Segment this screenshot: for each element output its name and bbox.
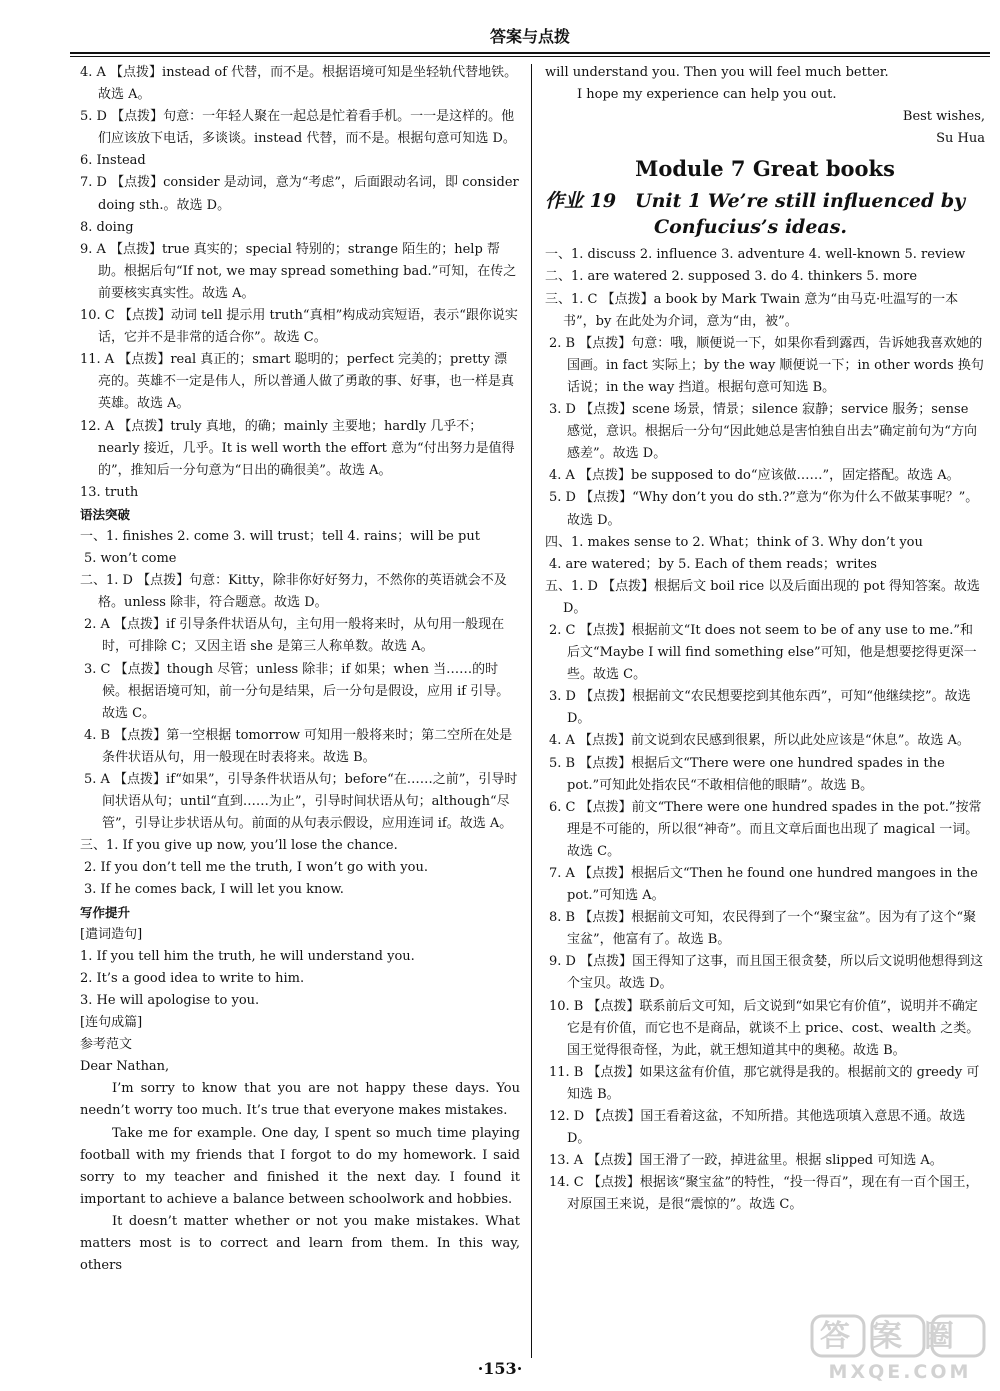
right-top-item: will understand you. Then you will feel much better. [545,65,889,80]
column-divider [531,64,532,1358]
left-item: 4. A 【点拨】instead of 代替，而不是。根据语境可知是坐轻轨代替地铁。故选 A。 [80,65,518,103]
right-item: 10. B 【点拨】联系前后文可知，后文说到“如果它有价值”，说明并不确定它是有价值，而它也不是商品，就谈不上 price、cost、wealth 之类。国王觉得很奇怪，为此，就王想知道其中的奥秘。故选 B。 [549,998,980,1058]
left-item: 8. doing [80,219,134,235]
left-item: 5. D 【点拨】句意：一年轻人聚在一起总是忙着看手机。一一是这样的。他们应该放下电话，多谈谈。instead 代替，而不是。根据句意可知选 D。 [80,109,516,147]
right-column [545,62,985,1217]
answers-list [545,244,985,1216]
header-rule-thin [70,56,990,57]
left-item: 1. If you tell him the truth, he will understand you. [80,948,415,964]
left-item: 一、1. finishes 2. come 3. will trust；tell 4. rains；will be put [80,528,480,544]
left-item: 语法突破 [80,506,131,522]
left-item: 3. He will apologise to you. [80,992,260,1008]
right-item: 14. C 【点拨】根据该“聚宝盆”的特性，“投一得百”，现在有一百个国王，对原国王来说，是很“震惊的”。故选 C。 [549,1175,979,1213]
right-item: 二、1. are watered 2. supposed 3. do 4. thinkers 5. more [545,269,918,285]
left-item: 2. If you don’t tell me the truth, I won’t go with you. [84,860,428,876]
left-item: Dear Nathan, [80,1059,170,1075]
right-item: 5. B 【点拨】根据后文“There were one hundred spades in the pot.”可知此处指农民“不敢相信他的眼睛”。故选 B。 [549,755,945,793]
right-item: 一、1. discuss 2. influence 3. adventure 4. well-known 5. review [545,247,966,263]
left-item: 二、1. D 【点拨】句意：Kitty，除非你好好努力，不然你的英语就会不及格。unless 除非，符合题意。故选 D。 [80,573,507,611]
right-item: 7. A 【点拨】根据后文“Then he found one hundred mangoes in the pot.”可知选 A。 [549,866,978,904]
right-item: 8. B 【点拨】根据前文可知，农民得到了一个“聚宝盆”。因为有了这个“聚宝盆”，他富有了。故选 B。 [549,910,977,948]
left-item: 13. truth [80,484,139,500]
left-item: [遣词造句] [80,926,143,942]
watermark-logo [808,1312,994,1384]
letter-closing [545,62,985,150]
right-item: 三、1. C 【点拨】a book by Mark Twain 意为“由马克·吐温写的一本书”，by 在此处为介词，意为“由，被”。 [545,291,959,329]
left-item: 参考范文 [80,1037,133,1053]
right-item: 4. A 【点拨】前文说到农民感到很累，所以此处应该是“休息”。故选 A。 [549,733,970,749]
right-item: 13. A 【点拨】国王滑了一跤，掉进盆里。根据 slipped 可知选 A。 [549,1153,943,1169]
left-item: [连句成篇] [80,1015,143,1031]
left-column [80,62,520,1277]
left-item: 三、1. If you give up now, you’ll lose the chance. [80,838,398,854]
left-item: I’m sorry to know that you are not happy these days. You needn’t worry too much. It’s true that everyone makes mistakes. [80,1081,520,1119]
right-top-item: Best wishes, [902,109,985,125]
left-item: 11. A 【点拨】real 真正的；smart 聪明的；perfect 完美的；pretty 漂亮的。英雄不一定是伟人，所以普通人做了勇敢的事、好事，也一样是真英雄。故选 A。 [80,352,515,412]
left-item: Take me for example. One day, I spent so much time playing football with my friends that I forgot to do my homework. I said sorry to my teacher and finished it the next day. I found it important to achieve a balance between schoolwork and hobbies. [80,1125,520,1207]
left-item: 6. Instead [80,153,146,169]
left-item: 2. It’s a good idea to write to him. [80,970,305,986]
left-item: 12. A 【点拨】truly 真地，的确；mainly 主要地；hardly 几乎不；nearly 接近，几乎。It is well worth the effort 意为“付出努力是值得的”，推知后一分句意为“日出的确很美”。故选 A。 [80,418,515,478]
watermark-text-en: MXQE.COM [828,1361,972,1383]
watermark-text-cn: 答案圈 [820,1319,976,1354]
right-item: 四、1. makes sense to 2. What；think of 3. Why don’t you [545,534,923,550]
left-item: 3. If he comes back, I will let you know. [84,882,344,898]
right-top-item: Su Hua [936,131,985,147]
module-title: Module 7 Great books [635,156,895,182]
right-item: 5. D 【点拨】“Why don’t you do sth.?”意为“你为什么不做某事呢？”。故选 D。 [549,490,979,528]
right-item: 12. D 【点拨】国王看着这盆，不知所措。其他选项填入意思不通。故选 D。 [549,1109,966,1147]
left-item: 写作提升 [80,904,131,920]
left-item: 3. C 【点拨】though 尽管；unless 除非；if 如果；when 当……的时候。根据语境可知，前一分句是结果，后一分句是假设，应用 if 引导。故选 C。 [84,661,510,721]
header-rule-thick [70,52,990,54]
right-item: 3. D 【点拨】根据前文“农民想要挖到其他东西”，可知“他继续挖”。故选 D。 [549,689,971,727]
right-item: 4. are watered；by 5. Each of them reads；writes [549,556,877,572]
running-header: 答案与点拨 [489,27,570,46]
homework-title-line1: Unit 1 We’re still influenced by [635,190,966,213]
homework-heading [545,188,985,240]
left-item: 4. B 【点拨】第一空根据 tomorrow 可知用一般将来时；第二空所在处是条件状语从句，用一般现在时表将来。故选 B。 [84,727,513,765]
left-item: 5. won’t come [84,551,177,567]
left-item: 5. A 【点拨】if“如果”，引导条件状语从句；before“在……之前”，引导时间状语从句；until“直到……为止”，引导时间状语从句；although“尽管”，引导让步状语从句。前面的从句表示假设，应用连词 if。故选 A。 [84,772,518,832]
homework-title [635,188,985,240]
right-item: 11. B 【点拨】如果这盆有价值，那它就得是我的。根据前文的 greedy 可知选 B。 [549,1064,980,1102]
right-item: 3. D 【点拨】scene 场景，情景；silence 寂静；service 服务；sense 感觉，意识。根据后一分句“因此她总是害怕独自出去”确定前句为“方向感差”。故选 D。 [549,402,977,462]
homework-title-line2: Confucius’s ideas. [654,216,848,239]
right-top-item: I hope my experience can help you out. [577,87,837,103]
right-item: 4. A 【点拨】be supposed to do“应该做……”，固定搭配。故选 A。 [549,468,960,484]
right-item: 五、1. D 【点拨】根据后文 boil rice 以及后面出现的 pot 得知答案。故选 D。 [545,578,980,616]
left-item: It doesn’t matter whether or not you make mistakes. What matters most is to correct and learn from them. In this way, others [80,1213,520,1274]
left-item: 7. D 【点拨】consider 是动词，意为“考虑”，后面跟动名词，即 consider doing sth.。故选 D。 [80,175,519,213]
page-number: ·153· [477,1359,523,1378]
left-item: 9. A 【点拨】true 真实的；special 特别的；strange 陌生的；help 帮助。根据后句“If not, we may spread something bad.”可知，在传之前要核实真实性。故选 A。 [80,241,517,301]
left-item: 2. A 【点拨】if 引导条件状语从句，主句用一般将来时，从句用一般现在时，可排除 C；又因主语 she 是第三人称单数。故选 A。 [84,617,505,655]
right-item: 2. B 【点拨】句意：哦，顺便说一下，如果你看到露西，告诉她我喜欢她的国画。in fact 实际上；by the way 顺便说一下；in other words 换句话说；in the way 挡道。根据句意可知选 B。 [549,335,984,395]
left-item: 10. C 【点拨】动词 tell 提示用 truth“真相”构成动宾短语，表示“跟你说实话，它并不是非常的适合你”。故选 C。 [80,308,518,346]
homework-label: 作业 19 [545,190,617,213]
right-item: 9. D 【点拨】国王得知了这事，而且国王很贪婪，所以后文说明他想得到这个宝贝。故选 D。 [549,954,984,992]
right-item: 2. C 【点拨】根据前文“It does not seem to be of any use to me.”和后文“Maybe I will find something else”可知，他是想要挖得更深一些。故选 C。 [549,622,977,683]
right-item: 6. C 【点拨】前文“There were one hundred spades in the pot.”按常理是不可能的，所以很“神奇”。而且文章后面也出现了 magical 一词。故选 C。 [549,799,982,859]
